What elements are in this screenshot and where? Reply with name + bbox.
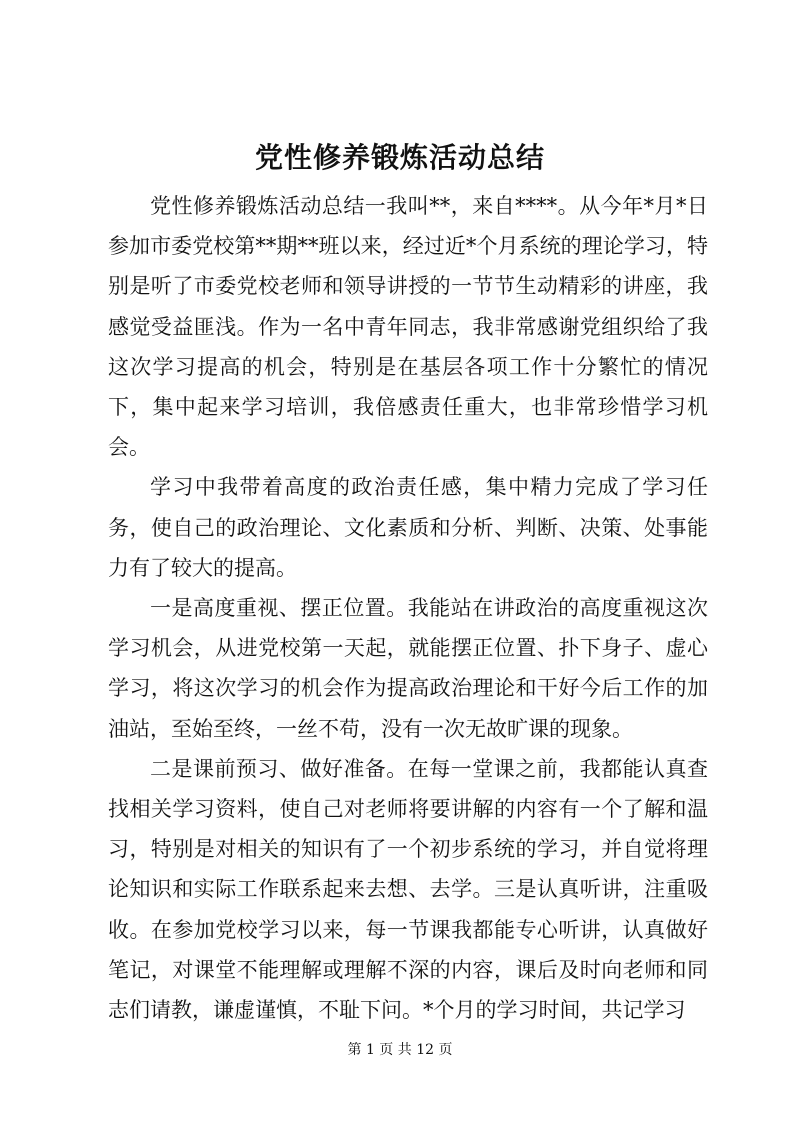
document-body: [108, 186, 708, 1030]
document-title: 党性修养锻炼活动总结: [254, 141, 545, 174]
paragraph-point-one: 一是高度重视、摆正位置。我能站在讲政治的高度重视这次学习机会，从进党校第一天起，就能摆正位置、扑下身子、虚心学习，将这次学习的机会作为提高政治理论和干好今后工作的加油站，至始至终，一丝不苟，没有一次无故旷课的现象。: [108, 596, 708, 741]
paragraph-point-two: 二是课前预习、做好准备。在每一堂课之前，我都能认真查找相关学习资料，使自己对老师将要讲解的内容有一个了解和温习，特别是对相关的知识有了一个初步系统的学习，并自觉将理论知识和实际工作联系起来去想、去学。三是认真听讲，注重吸收。在参加党校学习以来，每一节课我都能专心听讲，认真做好笔记，对课堂不能理解或理解不深的内容，课后及时向老师和同志们请教，谦虚谨慎，不耻下问。*个月的学习时间，共记学习: [108, 756, 708, 1023]
paragraph-study-attitude: 学习中我带着高度的政治责任感，集中精力完成了学习任务，使自己的政治理论、文化素质和分析、判断、决策、处事能力有了较大的提高。: [108, 475, 708, 580]
page-footer: 第 1 页 共 12 页: [347, 1042, 453, 1058]
paragraph-intro: 党性修养锻炼活动总结一我叫**，来自****。从今年*月*日参加市委党校第**期**班以来，经过近*个月系统的理论学习，特别是听了市委党校老师和领导讲授的一节节生动精彩的讲座，我感觉受益匪浅。作为一名中青年同志，我非常感谢党组织给了我这次学习提高的机会，特别是在基层各项工作十分繁忙的情况下，集中起来学习培训，我倍感责任重大，也非常珍惜学习机会。: [108, 194, 708, 460]
